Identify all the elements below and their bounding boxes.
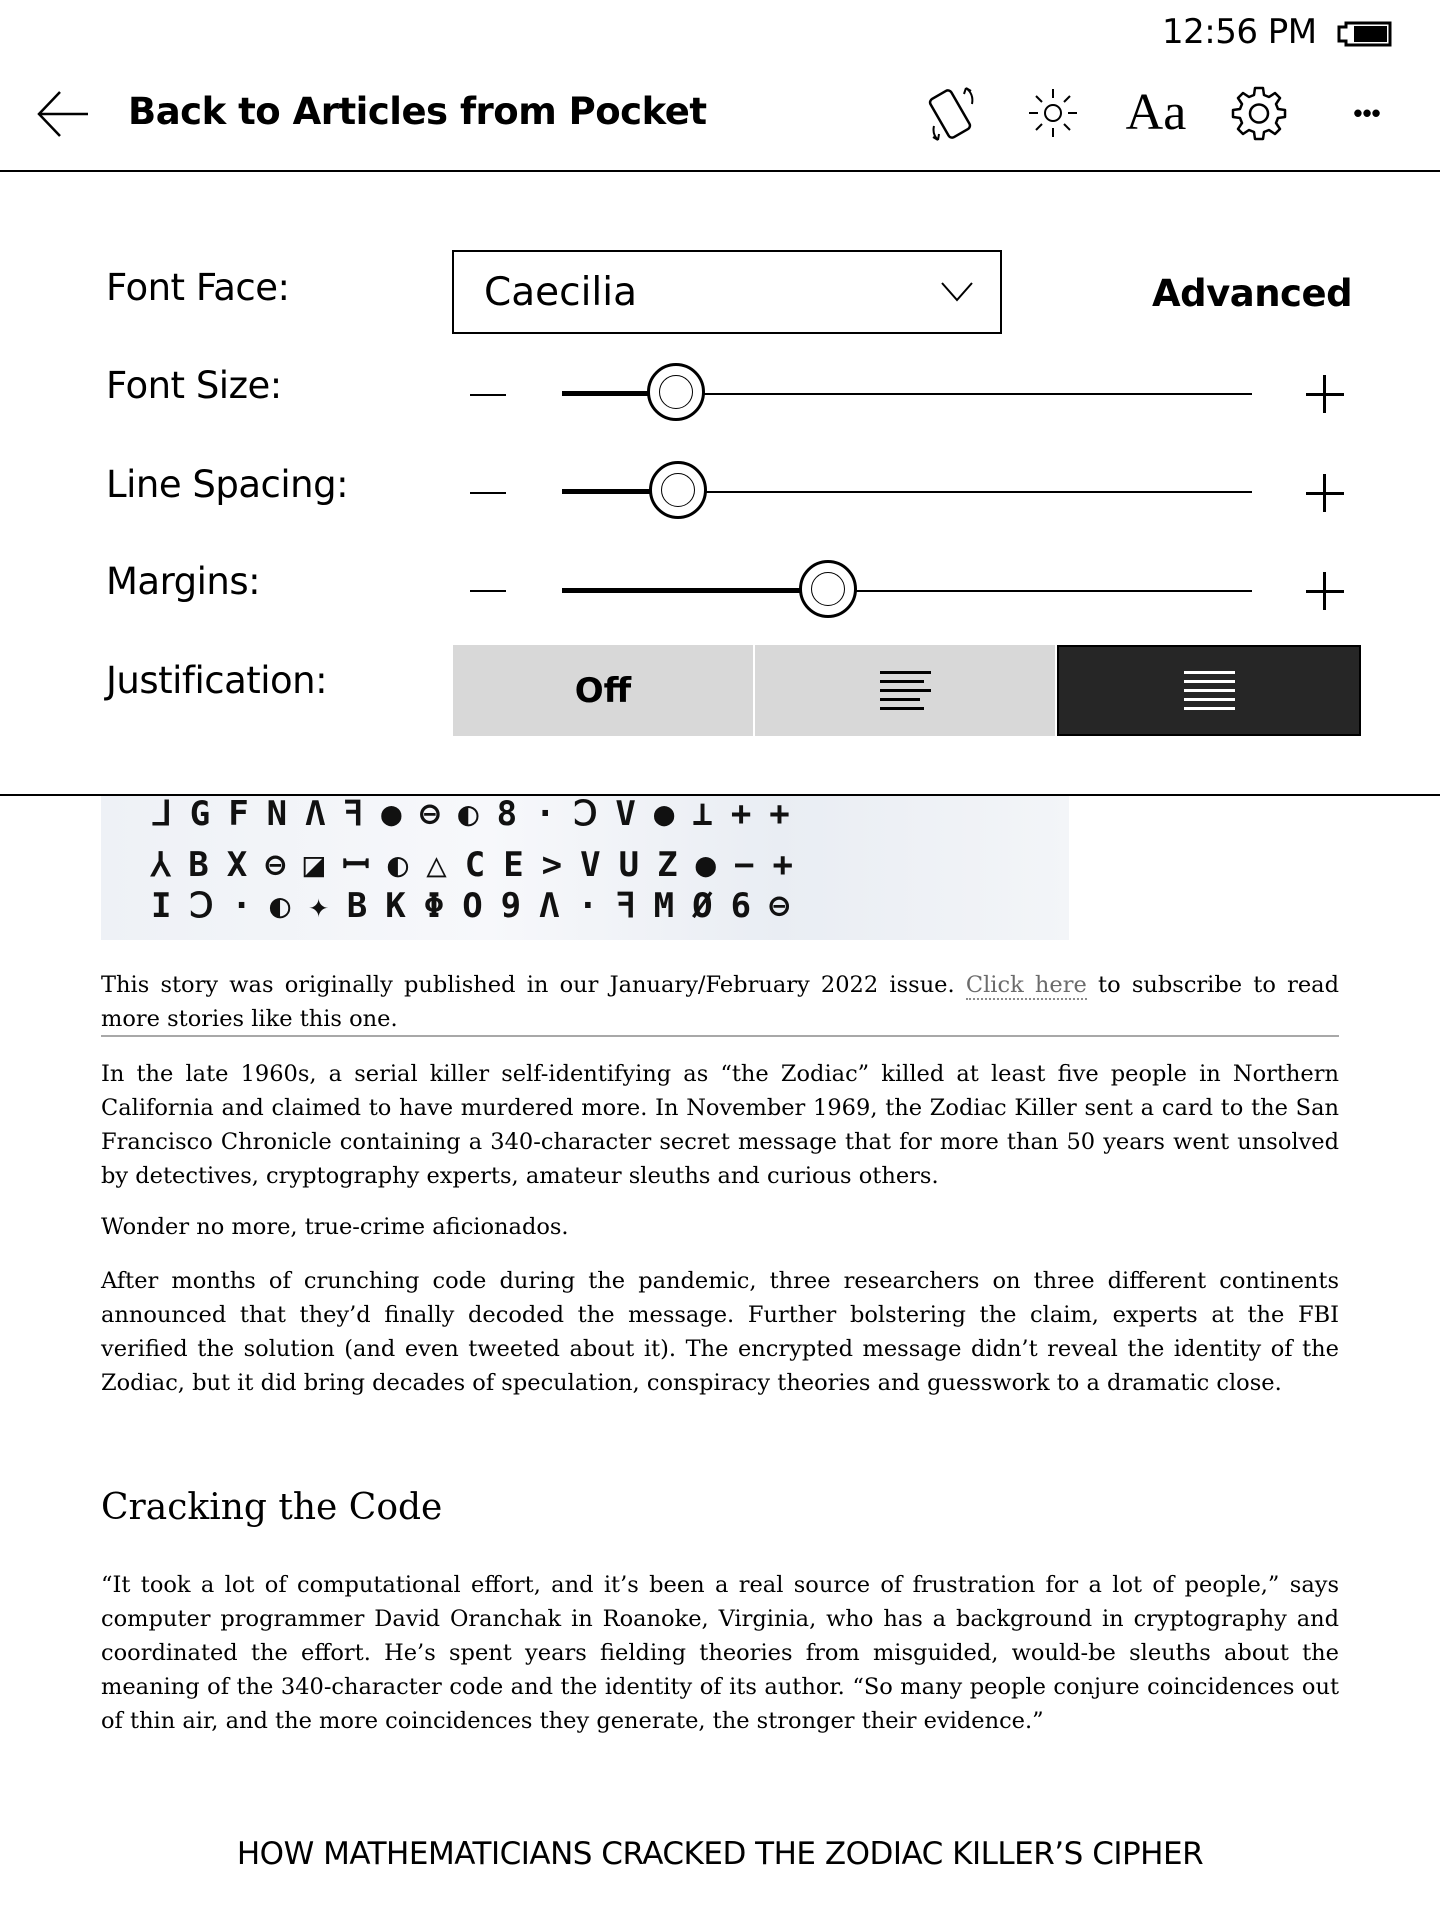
arrow-left-icon[interactable]: [36, 90, 90, 138]
left-align-icon: [880, 671, 931, 710]
margins-increase-button[interactable]: [1306, 572, 1344, 610]
margins-slider-fill: [562, 588, 828, 593]
top-bar-divider: [0, 170, 1440, 172]
justification-toggle-group: [453, 645, 1361, 736]
justification-label: Justification:: [106, 659, 328, 702]
note-text: This story was originally published in our January/February 2022 issue.: [101, 972, 966, 998]
justification-off-label: Off: [574, 670, 632, 711]
line-spacing-increase-button[interactable]: [1306, 474, 1344, 512]
margins-decrease-button[interactable]: [470, 590, 506, 592]
section-heading: Cracking the Code: [101, 1487, 443, 1528]
article-title-footer: HOW MATHEMATICIANS CRACKED THE ZODIAC KILLER’S CIPHER: [236, 1836, 1204, 1872]
publication-note: [101, 968, 1339, 1036]
cipher-row: ⅄BX⊖◪ꟷ◐△CE>VUZ●−+: [151, 845, 811, 885]
justification-left-button[interactable]: [755, 645, 1055, 736]
justification-off-button[interactable]: [453, 645, 753, 736]
font-face-label: Font Face:: [106, 266, 290, 309]
font-size-slider-handle[interactable]: [647, 363, 705, 421]
status-time: 12:56 PM: [1162, 12, 1317, 52]
top-bar: [0, 60, 1440, 170]
font-size-increase-button[interactable]: [1306, 375, 1344, 413]
article-paragraph: Wonder no more, true-crime aficionados.: [101, 1214, 569, 1240]
subscribe-link[interactable]: Click here: [965, 972, 1087, 998]
margins-slider[interactable]: [562, 590, 1252, 592]
font-face-dropdown[interactable]: [452, 250, 1002, 334]
brightness-icon[interactable]: [1026, 82, 1080, 144]
article-paragraph: After months of crunching code during the pandemic, three researchers on three different continents announced that they’d finally decoded the message. Further bolstering the claim, experts at the FBI verified the solution (and even tweeted about it). The encrypted message didn’t reveal the identity of the Zodiac, but it did bring decades of speculation, conspiracy theories and guesswork to a dramatic close.: [101, 1268, 1339, 1396]
font-size-label: Font Size:: [106, 364, 282, 407]
chevron-down-icon: [940, 280, 974, 304]
zodiac-cipher-image: [101, 796, 1069, 940]
line-spacing-label: Line Spacing:: [106, 463, 349, 506]
article-paragraph: “It took a lot of computational effort, and it’s been a real source of frustration for a lot of people,” says computer programmer David Oranchak in Roanoke, Virginia, who has a background in cryptography and coordinated the effort. He’s spent years fielding theories from misguided, would-be sleuths about the meaning of the 340-character code and the identity of its author. “So many people conjure coincidences out of thin air, and the more coincidences they generate, the stronger their evidence.”: [101, 1572, 1339, 1734]
gear-icon[interactable]: [1230, 82, 1288, 144]
advanced-button[interactable]: Advanced: [1152, 272, 1353, 315]
font-settings-icon[interactable]: Aa: [1125, 84, 1187, 141]
line-spacing-decrease-button[interactable]: [470, 492, 506, 494]
font-size-decrease-button[interactable]: [470, 394, 506, 396]
back-to-articles-link[interactable]: Back to Articles from Pocket: [128, 90, 707, 133]
font-size-slider[interactable]: [562, 393, 1252, 395]
cipher-row: ᒧGFNΛꟻ●⊖◐8·ↃV●⊥++: [151, 796, 808, 834]
line-spacing-slider-handle[interactable]: [649, 461, 707, 519]
note-divider: [101, 1035, 1339, 1037]
article-paragraph: In the late 1960s, a serial killer self-identifying as “the Zodiac” killed at least five people in Northern California and claimed to have murdered more. In November 1969, the Zodiac Killer sent a card to the San Francisco Chronicle containing a 340-character secret message that for more than 50 years went unsolved by detectives, cryptography experts, amateur sleuths and curious others.: [101, 1061, 1339, 1189]
battery-full-icon: [1336, 20, 1392, 48]
justification-full-button[interactable]: [1057, 645, 1361, 736]
justify-icon: [1184, 671, 1235, 710]
more-icon[interactable]: •••: [1353, 97, 1381, 128]
note-text: to subscribe to read more stories like this one.: [101, 972, 1339, 1032]
cipher-row: IↃ·◐✦BKΦO9Λ·ꟻMØ6⊖: [151, 886, 808, 926]
margins-label: Margins:: [106, 560, 261, 603]
screen-rotate-icon[interactable]: [924, 82, 982, 144]
margins-slider-handle[interactable]: [799, 560, 857, 618]
font-face-value: Caecilia: [484, 270, 637, 315]
line-spacing-slider[interactable]: [562, 491, 1252, 493]
